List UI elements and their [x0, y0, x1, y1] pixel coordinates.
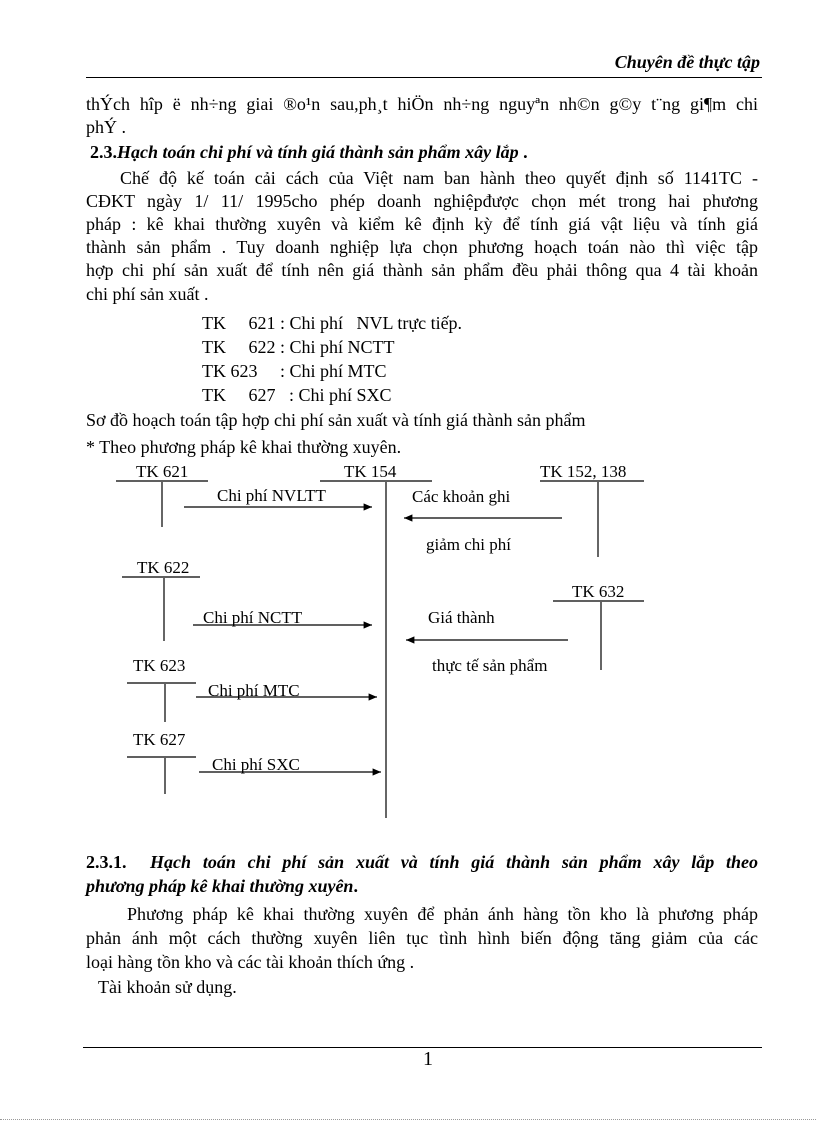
- account-item: TK 623 : Chi phí MTC: [202, 361, 387, 381]
- header-title: Chuyên đề thực tập: [614, 52, 760, 72]
- paragraph-line: loại hàng tồn kho và các tài khoản thích ứng .: [86, 952, 415, 972]
- paragraph-line: CĐKT ngày 1/ 11/ 1995cho phép doanh nghiệpđược chọn mét trong hai phương: [86, 191, 758, 211]
- section-period: .: [353, 876, 358, 896]
- section-number: 2.3.: [90, 142, 117, 162]
- section-heading-2-3-1-cont: [86, 876, 358, 897]
- page-number: 1: [423, 1048, 433, 1070]
- paragraph-line: phản ánh một cách thường xuyên liên tục tình hình biến động tăng giảm của các: [86, 928, 758, 948]
- tk152-label: TK 152, 138: [540, 462, 627, 481]
- section-heading-2-3-1: [86, 852, 758, 873]
- paragraph-line: pháp : kê khai thường xuyên và kiểm kê định kỳ để tính giá vật liệu và tính giá: [86, 214, 758, 234]
- label-sxc: Chi phí SXC: [212, 755, 300, 774]
- section-title-line-1: Hạch toán chi phí sản xuất và tính giá thành sản phẩm xây lắp theo: [150, 852, 758, 872]
- diagram-method: * Theo phương pháp kê khai thường xuyên.: [86, 437, 402, 457]
- label-reduce-1: Các khoản ghi: [412, 487, 511, 506]
- intro-line-1: thÝch hîp ë nh÷ng giai ®o¹n sau,ph¸t hiÖn nh÷ng nguyªn nh©n g©y t¨ng gi¶m chi: [86, 94, 758, 114]
- section-number: 2.3.1.: [86, 852, 127, 872]
- paragraph-line: Phương pháp kê khai thường xuyên để phản ánh hàng tồn kho là phương pháp: [127, 904, 758, 924]
- label-mtc: Chi phí MTC: [208, 681, 300, 700]
- account-item: TK 627 : Chi phí SXC: [202, 385, 392, 405]
- paragraph-line: hợp chi phí sản xuất để tính nên giá thành sản phẩm đều phải thông qua 4 tài khoản: [86, 260, 758, 280]
- page-edge-dots: [0, 1119, 816, 1120]
- section-title: Hạch toán chi phí và tính giá thành sản phẩm xây lắp: [117, 142, 519, 162]
- tk622-label: TK 622: [137, 558, 190, 577]
- tk627-label: TK 627: [133, 730, 186, 749]
- diagram-intro: Sơ đồ hoạch toán tập hợp chi phí sản xuất và tính giá thành sản phẩm: [86, 410, 586, 430]
- label-cost-1: Giá thành: [428, 608, 495, 627]
- label-ncct: Chi phí NCTT: [203, 608, 303, 627]
- account-item: TK 622 : Chi phí NCTT: [202, 337, 395, 357]
- intro-line-2: phÝ .: [86, 117, 126, 137]
- label-reduce-2: giảm chi phí: [426, 535, 511, 554]
- paragraph-line: chi phí sản xuất .: [86, 284, 209, 304]
- accounts-used: Tài khoản sử dụng.: [98, 977, 237, 997]
- paragraph-line: thành sản phẩm . Tuy doanh nghiệp lựa chọn phương hoạch toán nào thì việc tập: [86, 237, 758, 257]
- tk623-label: TK 623: [133, 656, 186, 675]
- section-period: .: [518, 142, 528, 162]
- paragraph-line: Chế độ kế toán cải cách của Việt nam ban hành theo quyết định số 1141TC -: [120, 168, 758, 188]
- tk632-label: TK 632: [572, 582, 625, 601]
- account-item: TK 621 : Chi phí NVL trực tiếp.: [202, 313, 463, 333]
- label-nvltt: Chi phí NVLTT: [217, 486, 326, 505]
- tk154-label: TK 154: [344, 462, 397, 481]
- tk621-label: TK 621: [136, 462, 189, 481]
- label-cost-2: thực tế sản phẩm: [432, 656, 548, 675]
- section-title-line-2: phương pháp kê khai thường xuyên: [86, 876, 354, 896]
